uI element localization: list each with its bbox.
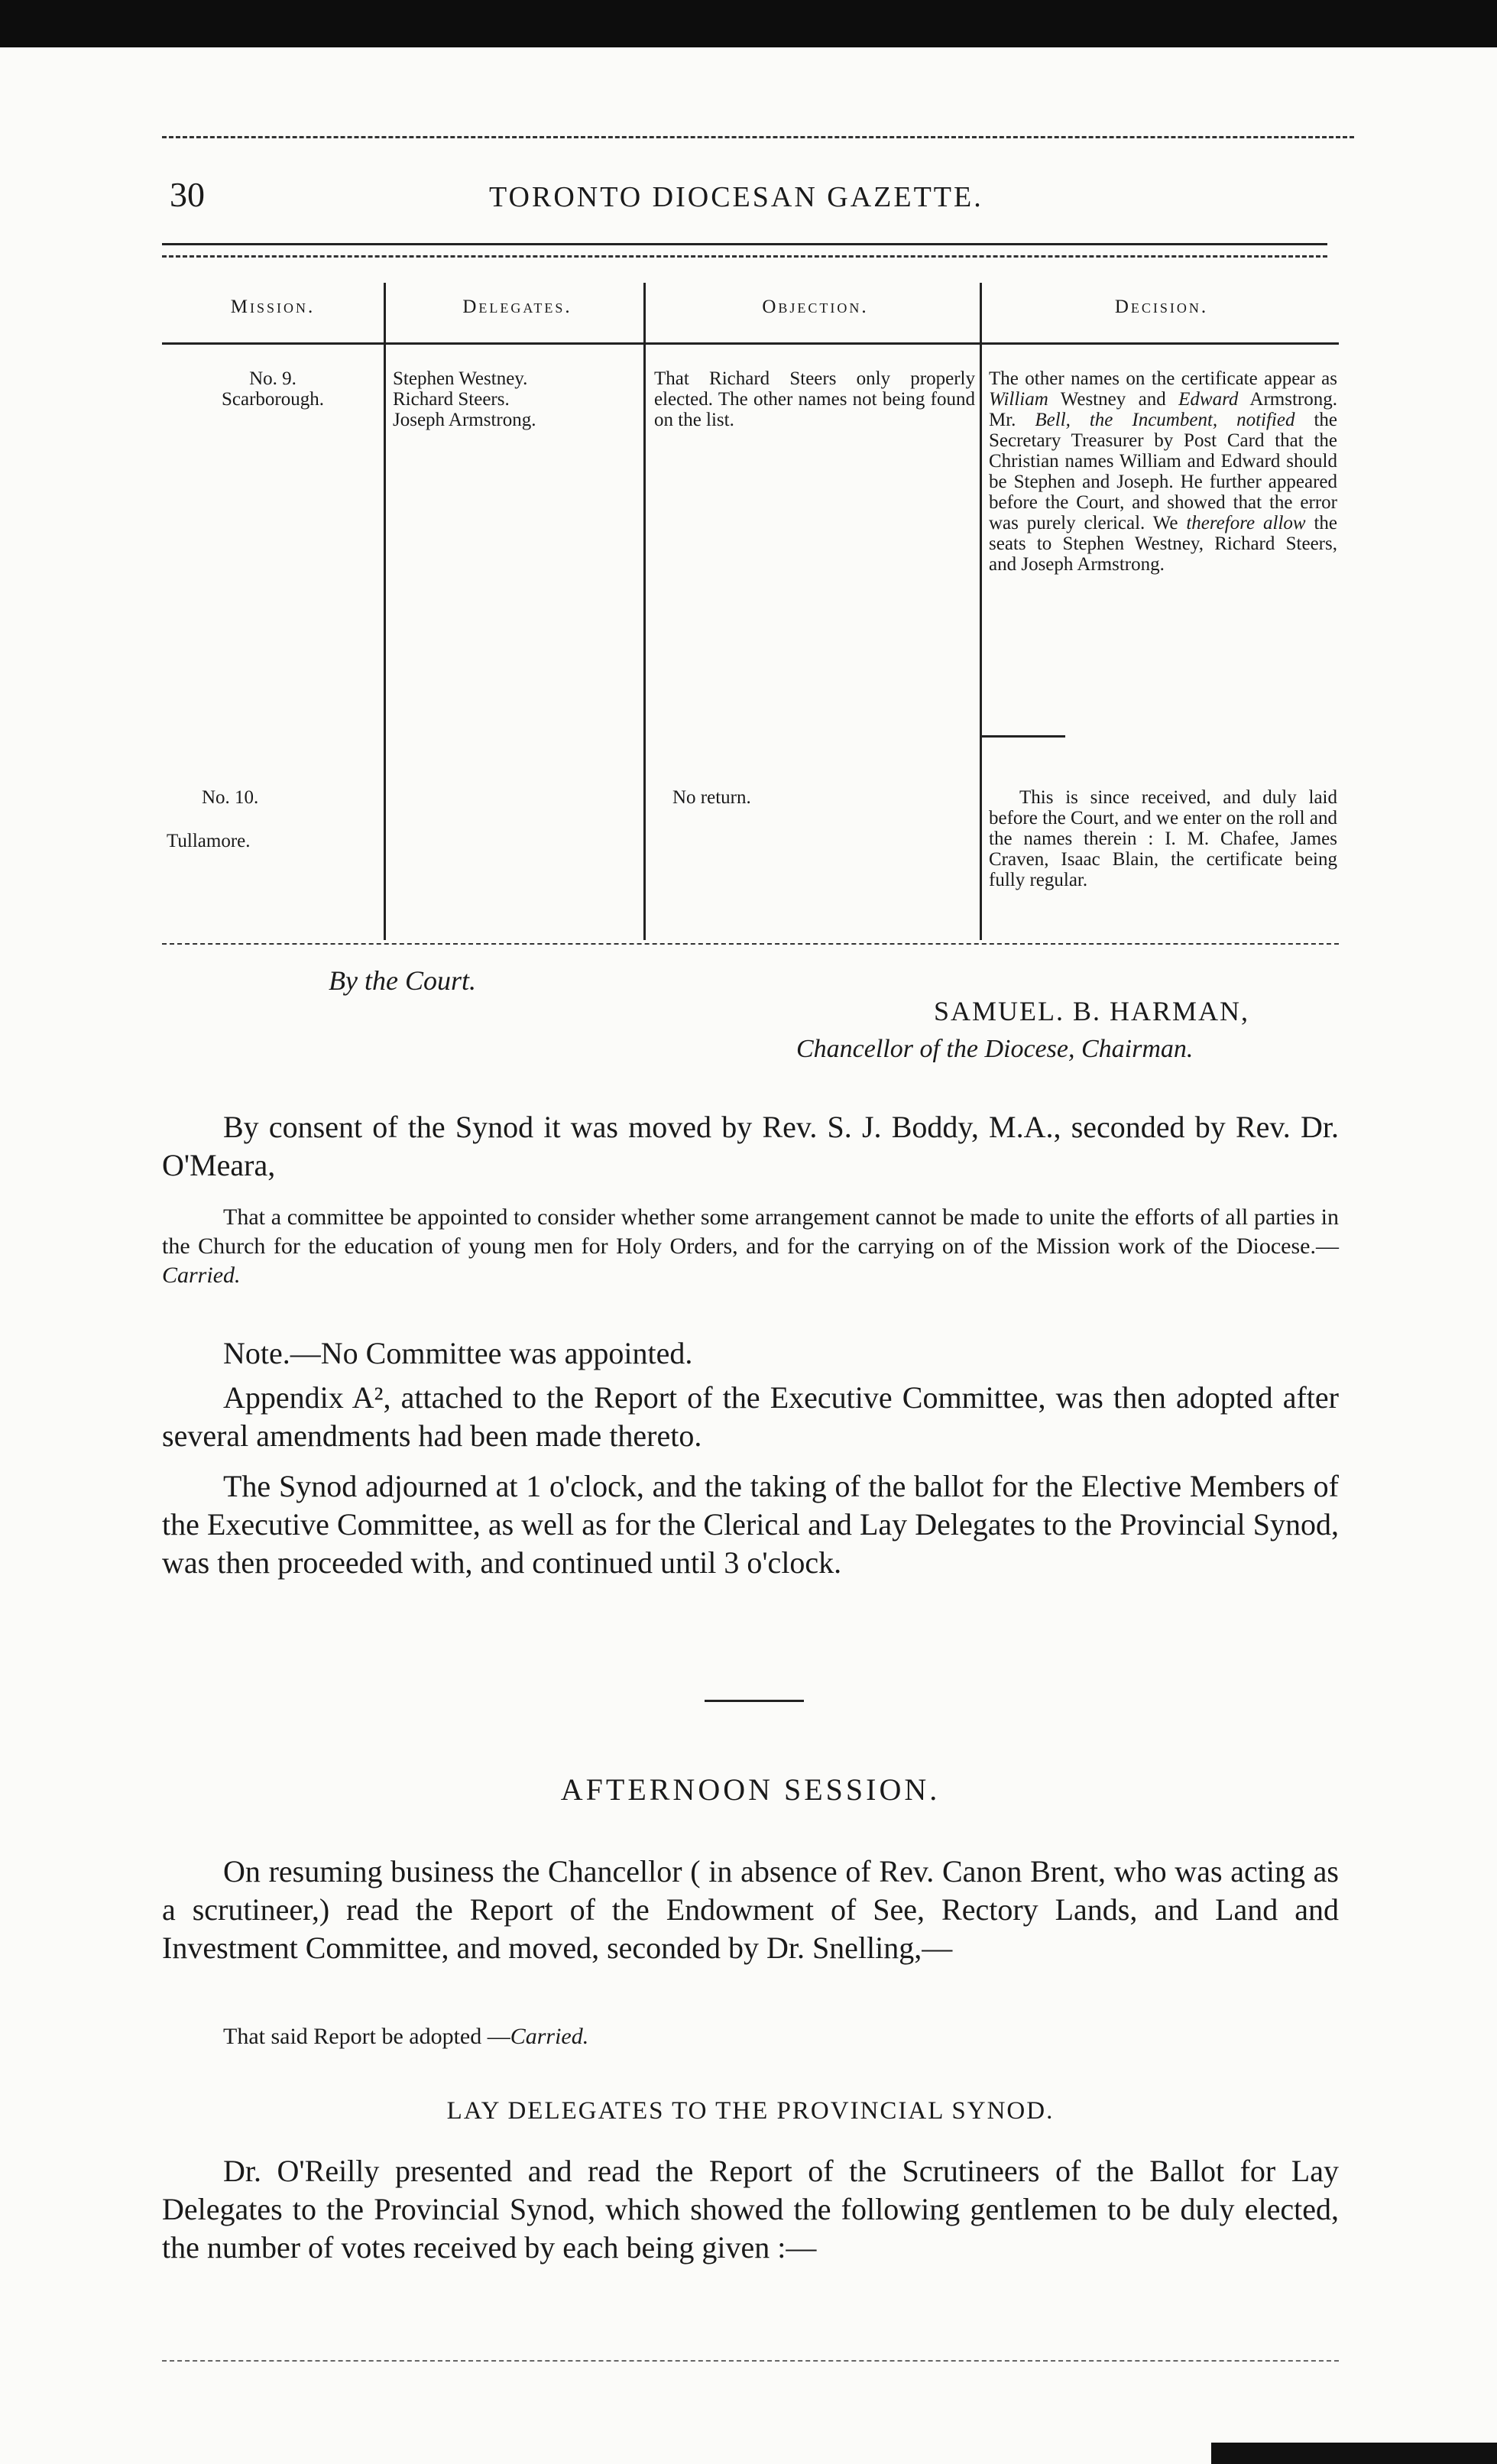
signature-by: By the Court. bbox=[329, 965, 476, 996]
page-number: 30 bbox=[170, 175, 205, 214]
motion-paragraph: That a committee be appointed to consider whether some arrangement cannot be made to unite the efforts of all parties in the Church for the education of young men for Holy Orders, and for the carrying on of the Mission work of the Diocese.— Carried. bbox=[162, 1204, 1339, 1288]
objection-text: No return. bbox=[672, 787, 751, 808]
table-header-rule bbox=[162, 342, 1339, 345]
mission-number: No. 10. bbox=[202, 787, 259, 808]
table-row bbox=[162, 368, 384, 410]
decision-short-rule bbox=[981, 735, 1065, 738]
appendix-paragraph: Appendix A², attached to the Report of the Executive Committee, was then adopted after several amendments had been made thereto. bbox=[162, 1380, 1339, 1453]
adopted-paragraph: That said Report be adopted —Carried. bbox=[223, 2024, 589, 2049]
header-top-rule bbox=[162, 136, 1354, 138]
resuming-paragraph: On resuming business the Chancellor ( in absence of Rev. Canon Brent, who was acting as a scrutineer,) read the Report of the Endowment of See, Rectory Lands, and Land and Investment Committee, and moved, seconded by Dr. Snelling,— bbox=[162, 1854, 1339, 1965]
decision-text: The other names on the certificate appear as William Westney and Edward Armstrong. Mr. Bell, the Incumbent, notified the Secretary Treasurer by Post Card that the Christian names William and Edward should be Stephen and Joseph. He further appeared before the Court, and showed that the error was purely clerical. We therefore allow the seats to Stephen Westney, Richard Steers, and Joseph Armstrong. bbox=[989, 368, 1337, 575]
lay-delegates-heading: LAY DELEGATES TO THE PROVINCIAL SYNOD. bbox=[446, 2097, 1055, 2125]
section-divider bbox=[705, 1700, 804, 1702]
objection-text: That Richard Steers only properly elected. The other names not being found on the list. bbox=[654, 368, 975, 430]
signature-name: SAMUEL. B. HARMAN, bbox=[934, 996, 1250, 1026]
table-row bbox=[162, 787, 384, 851]
col-rule-3 bbox=[980, 283, 982, 940]
col-objection-heading: Objection. bbox=[762, 297, 869, 317]
col-rule-2 bbox=[643, 283, 646, 940]
running-title: TORONTO DIOCESAN GAZETTE. bbox=[489, 181, 983, 213]
scan-top-band bbox=[0, 0, 1497, 47]
mission-number: No. 9. bbox=[249, 368, 296, 389]
col-delegates-heading: Delegates. bbox=[462, 297, 572, 317]
header-rule-1 bbox=[162, 243, 1327, 245]
delegates-list bbox=[393, 368, 641, 430]
mission-place: Scarborough. bbox=[222, 389, 324, 410]
header-rule-2 bbox=[162, 255, 1327, 258]
delegate-name: Joseph Armstrong. bbox=[393, 410, 536, 430]
mission-place: Tullamore. bbox=[167, 831, 251, 851]
scan-bottom-band bbox=[1211, 2443, 1497, 2464]
lay-delegates-paragraph: Dr. O'Reilly presented and read the Report of the Scrutineers of the Ballot for Lay Delegates to the Provincial Synod, which showed the following gentlemen to be duly elected, the number of votes received by each being given :— bbox=[162, 2154, 1339, 2265]
note-paragraph: Note.—No Committee was appointed. bbox=[223, 1336, 693, 1370]
afternoon-session-heading: AFTERNOON SESSION. bbox=[560, 1772, 941, 1807]
delegate-name: Stephen Westney. bbox=[393, 368, 528, 389]
decision-text: This is since received, and duly laid before the Court, and we enter on the roll and the names therein : I. M. Chafee, James Craven, Isaac Blain, the certificate being fully regular. bbox=[989, 787, 1337, 890]
table-bottom-rule bbox=[162, 943, 1339, 945]
col-mission-heading: Mission. bbox=[230, 297, 316, 317]
col-decision-heading: Decision. bbox=[1114, 297, 1209, 317]
consent-paragraph: By consent of the Synod it was moved by Rev. S. J. Boddy, M.A., seconded by Rev. Dr. O'Meara, bbox=[162, 1110, 1339, 1182]
delegate-name: Richard Steers. bbox=[393, 389, 510, 410]
signature-title: Chancellor of the Diocese, Chairman. bbox=[796, 1035, 1194, 1063]
adjourned-paragraph: The Synod adjourned at 1 o'clock, and the taking of the ballot for the Elective Members of the Executive Committee, as well as for the Clerical and Lay Delegates to the Provincial Synod, was then proceeded with, and continued until 3 o'clock. bbox=[162, 1469, 1339, 1580]
col-rule-1 bbox=[384, 283, 386, 940]
bottom-rule bbox=[162, 2360, 1339, 2362]
